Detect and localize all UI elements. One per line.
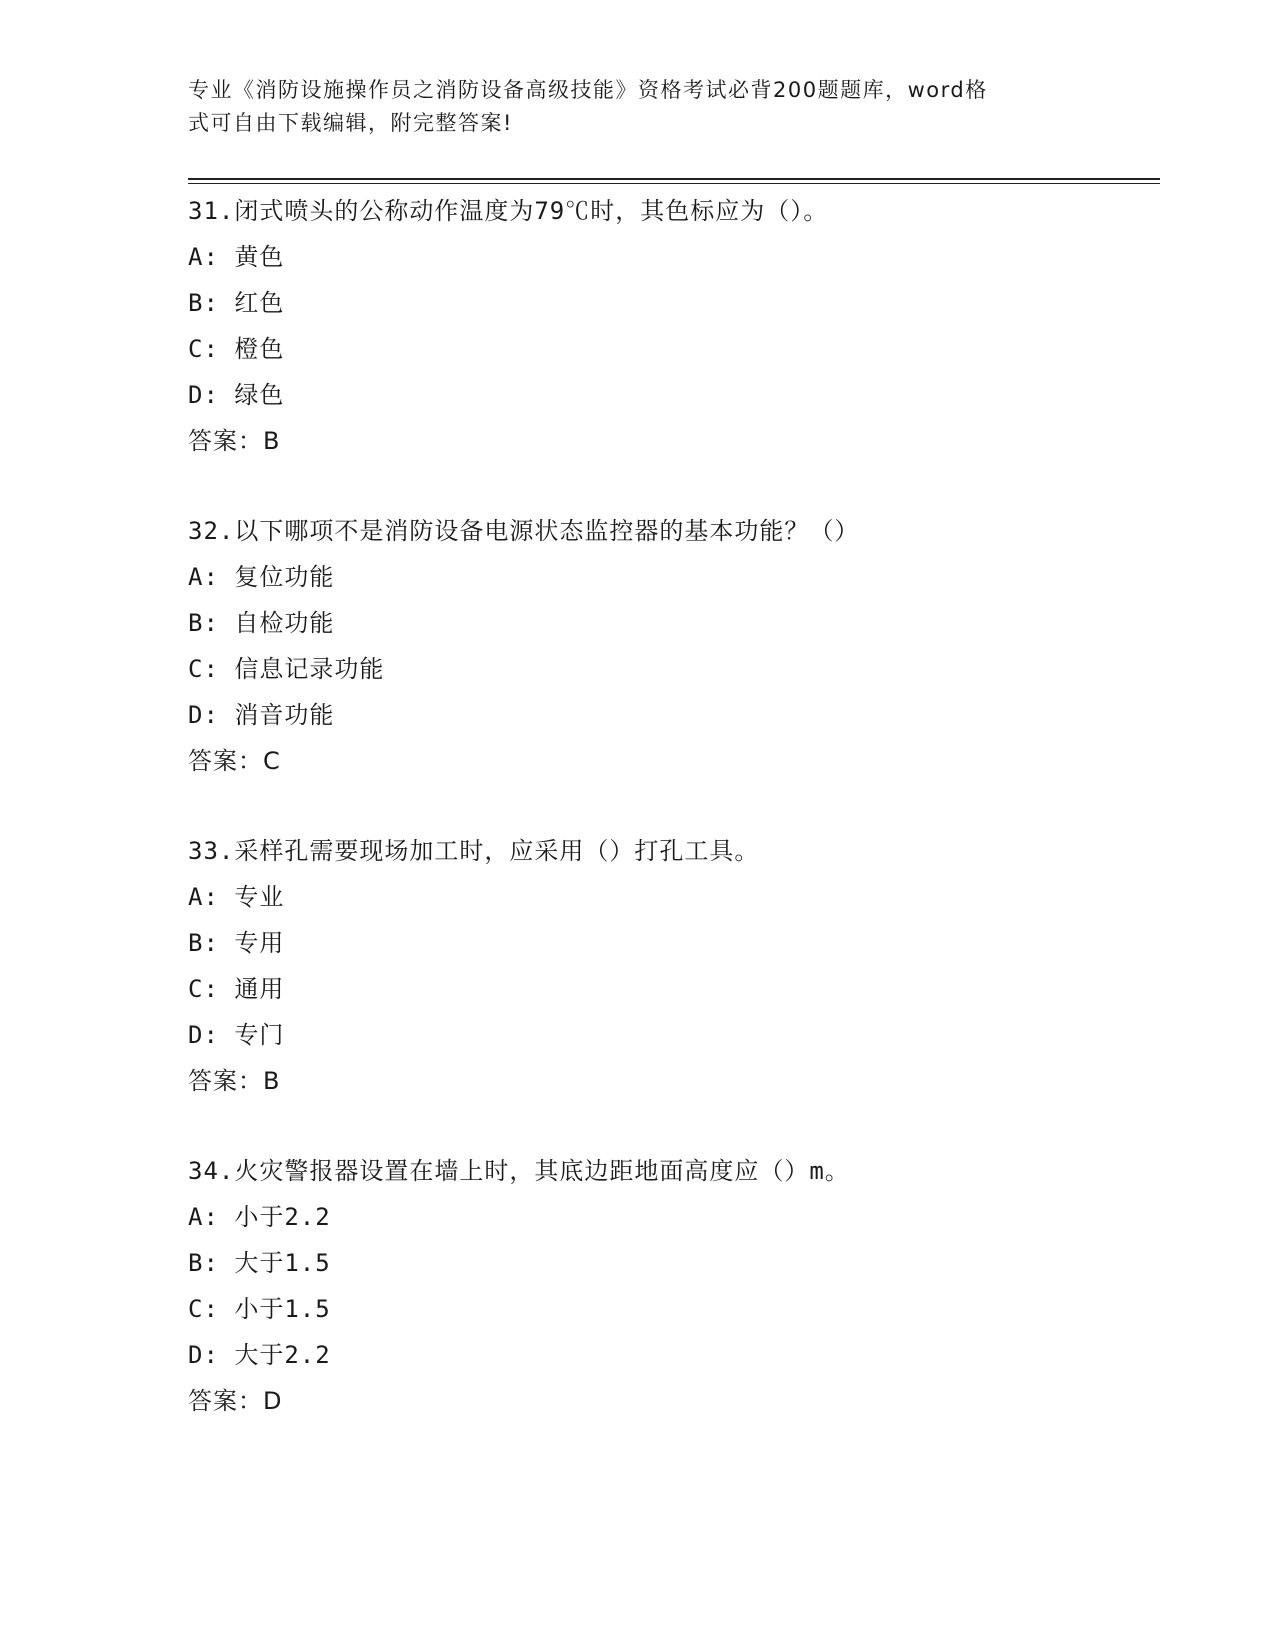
option-c: C: 信息记录功能: [188, 655, 385, 683]
document-header: [188, 74, 1068, 140]
option-b: B: 红色: [188, 289, 285, 317]
option-b: B: 大于1.5: [188, 1249, 331, 1277]
question-stem: 34.火灾警报器设置在墙上时，其底边距地面高度应（）m。: [188, 1157, 850, 1185]
question-stem: 32.以下哪项不是消防设备电源状态监控器的基本功能？（）: [188, 517, 860, 545]
question-31: [188, 188, 1168, 464]
option-d: D: 绿色: [188, 381, 285, 409]
question-list: [188, 188, 1168, 1468]
answer-line: 答案：B: [188, 427, 281, 455]
question-stem: 33.采样孔需要现场加工时，应采用（）打孔工具。: [188, 837, 760, 865]
answer-line: 答案：C: [188, 747, 281, 775]
answer-line: 答案：B: [188, 1067, 281, 1095]
option-c: C: 橙色: [188, 335, 285, 363]
answer-line: 答案：D: [188, 1387, 283, 1415]
header-line-1: 专业《消防设施操作员之消防设备高级技能》资格考试必背200题题库，word格: [188, 78, 988, 102]
option-c: C: 小于1.5: [188, 1295, 331, 1323]
header-divider-thin: [188, 183, 1160, 184]
question-34: [188, 1148, 1168, 1424]
option-a: A: 复位功能: [188, 563, 335, 591]
question-33: [188, 828, 1168, 1104]
option-a: A: 黄色: [188, 243, 285, 271]
option-d: D: 专门: [188, 1021, 285, 1049]
question-stem: 31.闭式喷头的公称动作温度为79℃时，其色标应为（）。: [188, 197, 829, 225]
option-c: C: 通用: [188, 975, 285, 1003]
header-line-2: 式可自由下载编辑，附完整答案!: [188, 111, 513, 135]
header-divider-thick: [188, 178, 1160, 180]
option-a: A: 小于2.2: [188, 1203, 331, 1231]
option-b: B: 自检功能: [188, 609, 335, 637]
option-d: D: 消音功能: [188, 701, 335, 729]
question-32: [188, 508, 1168, 784]
option-a: A: 专业: [188, 883, 285, 911]
option-d: D: 大于2.2: [188, 1341, 331, 1369]
option-b: B: 专用: [188, 929, 285, 957]
